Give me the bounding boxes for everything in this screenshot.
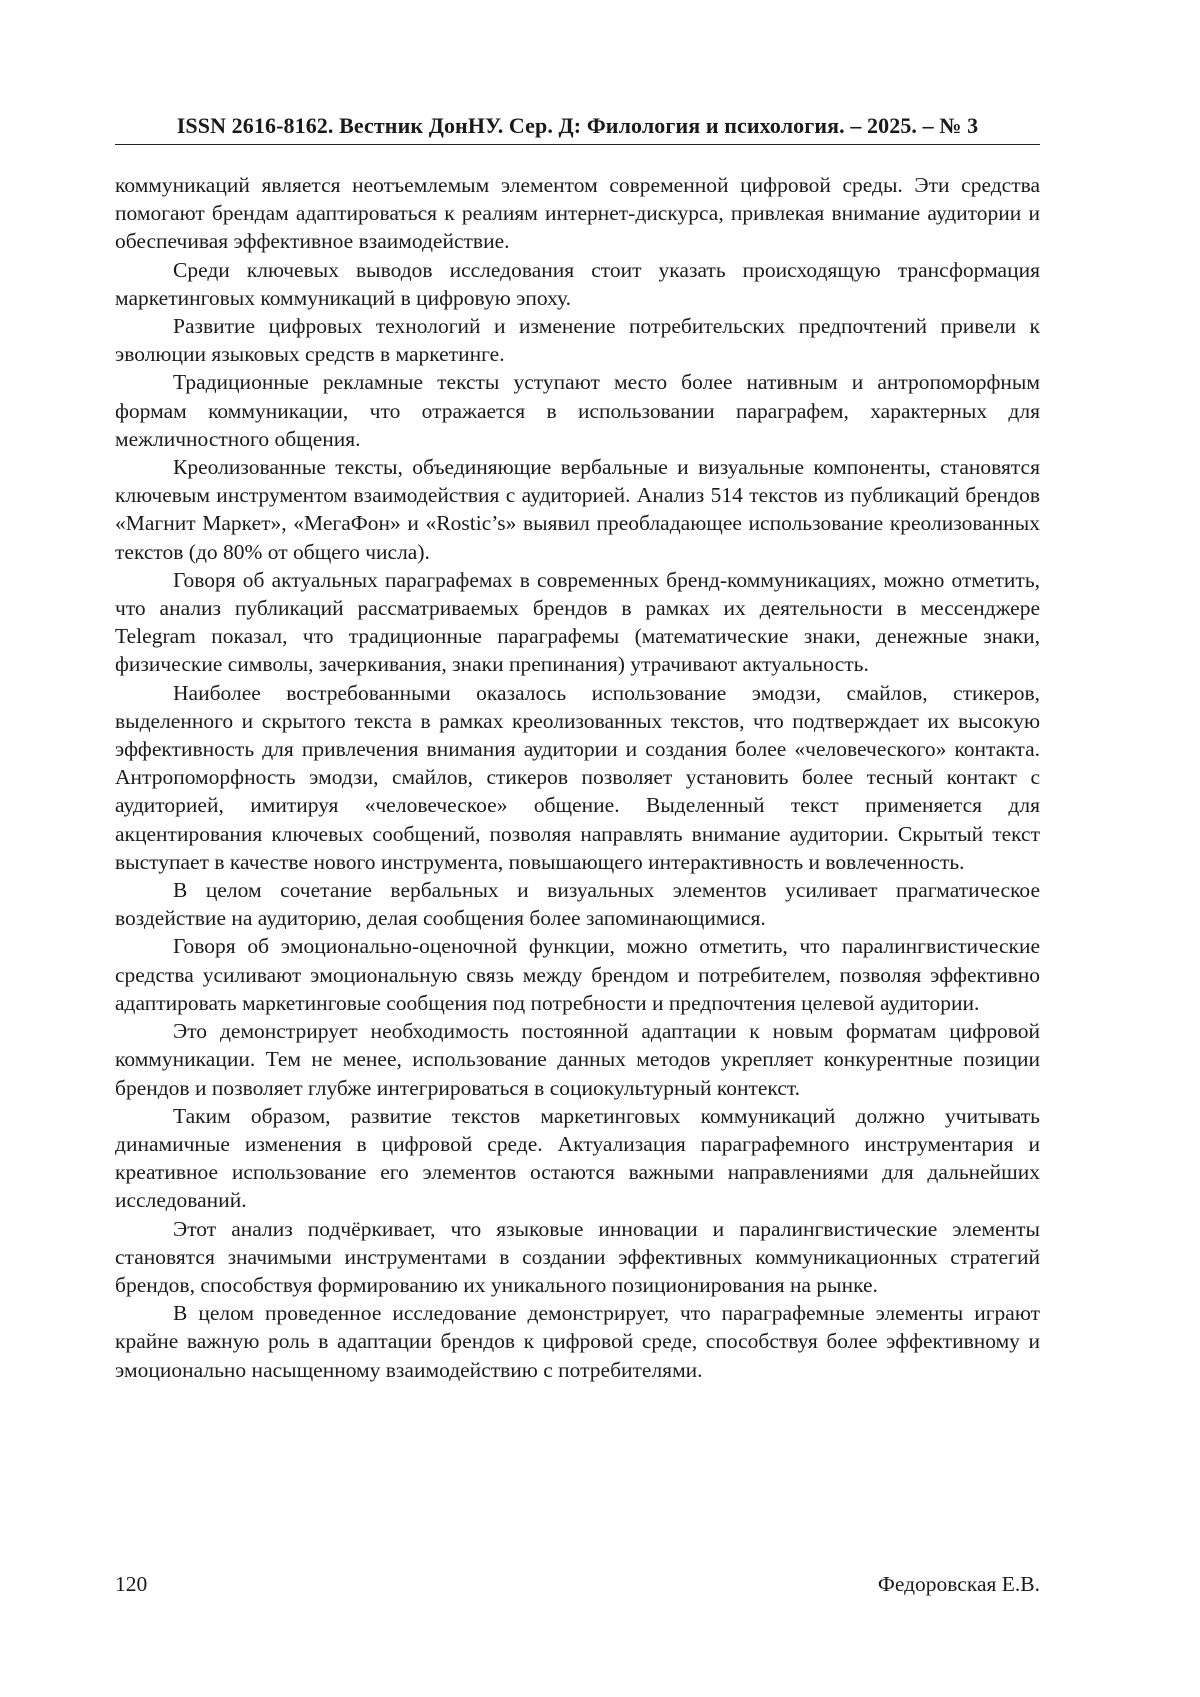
- page-number: 120: [115, 1572, 148, 1596]
- article-body: [115, 171, 1040, 1384]
- paragraph-3: Развитие цифровых технологий и изменение потребительских предпочтений привели к эволюции языковых средств в маркетинге.: [115, 314, 1040, 367]
- footer-author: Федоровская Е.В.: [877, 1572, 1040, 1596]
- paragraph-6: Говоря об актуальных параграфемах в современных бренд-коммуникациях, можно отметить, что анализ публикаций рассматриваемых брендов в рамках их деятельности в мессенджере Telegram показал, что традиционные параграфемы (математические знаки, денежные знаки, физические символы, зачеркивания, знаки препинания) утрачивают актуальность.: [115, 567, 1040, 677]
- paragraph-13: В целом проведенное исследование демонстрирует, что параграфемные элементы играют крайне важную роль в адаптации брендов к цифровой среде, способствуя более эффективному и эмоционально насыщенному взаимодействию с потребителями.: [115, 1301, 1040, 1382]
- paragraph-2: Среди ключевых выводов исследования стоит указать происходящую трансформация маркетинговых коммуникаций в цифровую эпоху.: [115, 257, 1040, 310]
- paragraph-9: Говоря об эмоционально-оценочной функции, можно отметить, что паралингвистические средства усиливают эмоциональную связь между брендом и потребителем, позволяя эффективно адаптировать маркетинговые сообщения под потребности и предпочтения целевой аудитории.: [115, 934, 1040, 1015]
- paragraph-4: Традиционные рекламные тексты уступают место более нативным и антропоморфным формам коммуникации, что отражается в использовании параграфем, характерных для межличностного общения.: [115, 370, 1040, 451]
- paragraph-12: Этот анализ подчёркивает, что языковые инновации и паралингвистические элементы становятся значимыми инструментами в создании эффективных коммуникационных стратегий брендов, способствуя формированию их уникального позиционирования на рынке.: [115, 1216, 1040, 1297]
- paragraph-11: Таким образом, развитие текстов маркетинговых коммуникаций должно учитывать динамичные изменения в цифровой среде. Актуализация параграфемного инструментария и креативное использование его элементов остаются важными направлениями для дальнейших исследований.: [115, 1103, 1040, 1213]
- page-footer: [115, 1570, 1040, 1598]
- paragraph-7: Наиболее востребованными оказалось использование эмодзи, смайлов, стикеров, выделенного и скрытого текста в рамках креолизованных текстов, что подтверждает их высокую эффективность для привлечения внимания аудитории и создания более «человеческого» контакта. Антропоморфность эмодзи, смайлов, стикеров позволяет установить более тесный контакт с аудиторией, имитируя «человеческое» общение. Выделенный текст применяется для акцентирования ключевых сообщений, позволяя направлять внимание аудитории. Скрытый текст выступает в качестве нового инструмента, повышающего интерактивность и вовлеченность.: [115, 680, 1040, 874]
- paragraph-10: Это демонстрирует необходимость постоянной адаптации к новым форматам цифровой коммуникации. Тем не менее, использование данных методов укрепляет конкурентные позиции брендов и позволяет глубже интегрироваться в социокультурный контекст.: [115, 1019, 1040, 1100]
- paragraph-8: В целом сочетание вербальных и визуальных элементов усиливает прагматическое воздействие на аудиторию, делая сообщения более запоминающимися.: [115, 878, 1040, 931]
- running-header: [115, 112, 1040, 145]
- paragraph-1: коммуникаций является неотъемлемым элементом современной цифровой среды. Эти средства помогают брендам адаптироваться к реалиям интернет-дискурса, привлекая внимание аудитории и обеспечивая эффективное взаимодействие.: [115, 173, 1040, 254]
- running-header-title: ISSN 2616-8162. Вестник ДонНУ. Сер. Д: Филология и психология. – 2025. – № 3: [176, 113, 979, 138]
- paragraph-5: Креолизованные тексты, объединяющие вербальные и визуальные компоненты, становятся ключевым инструментом взаимодействия с аудиторией. Анализ 514 текстов из публикаций брендов «Магнит Маркет», «МегаФон» и «Rostic’s» выявил преобладающее использование креолизованных текстов (до 80% от общего числа).: [115, 455, 1040, 564]
